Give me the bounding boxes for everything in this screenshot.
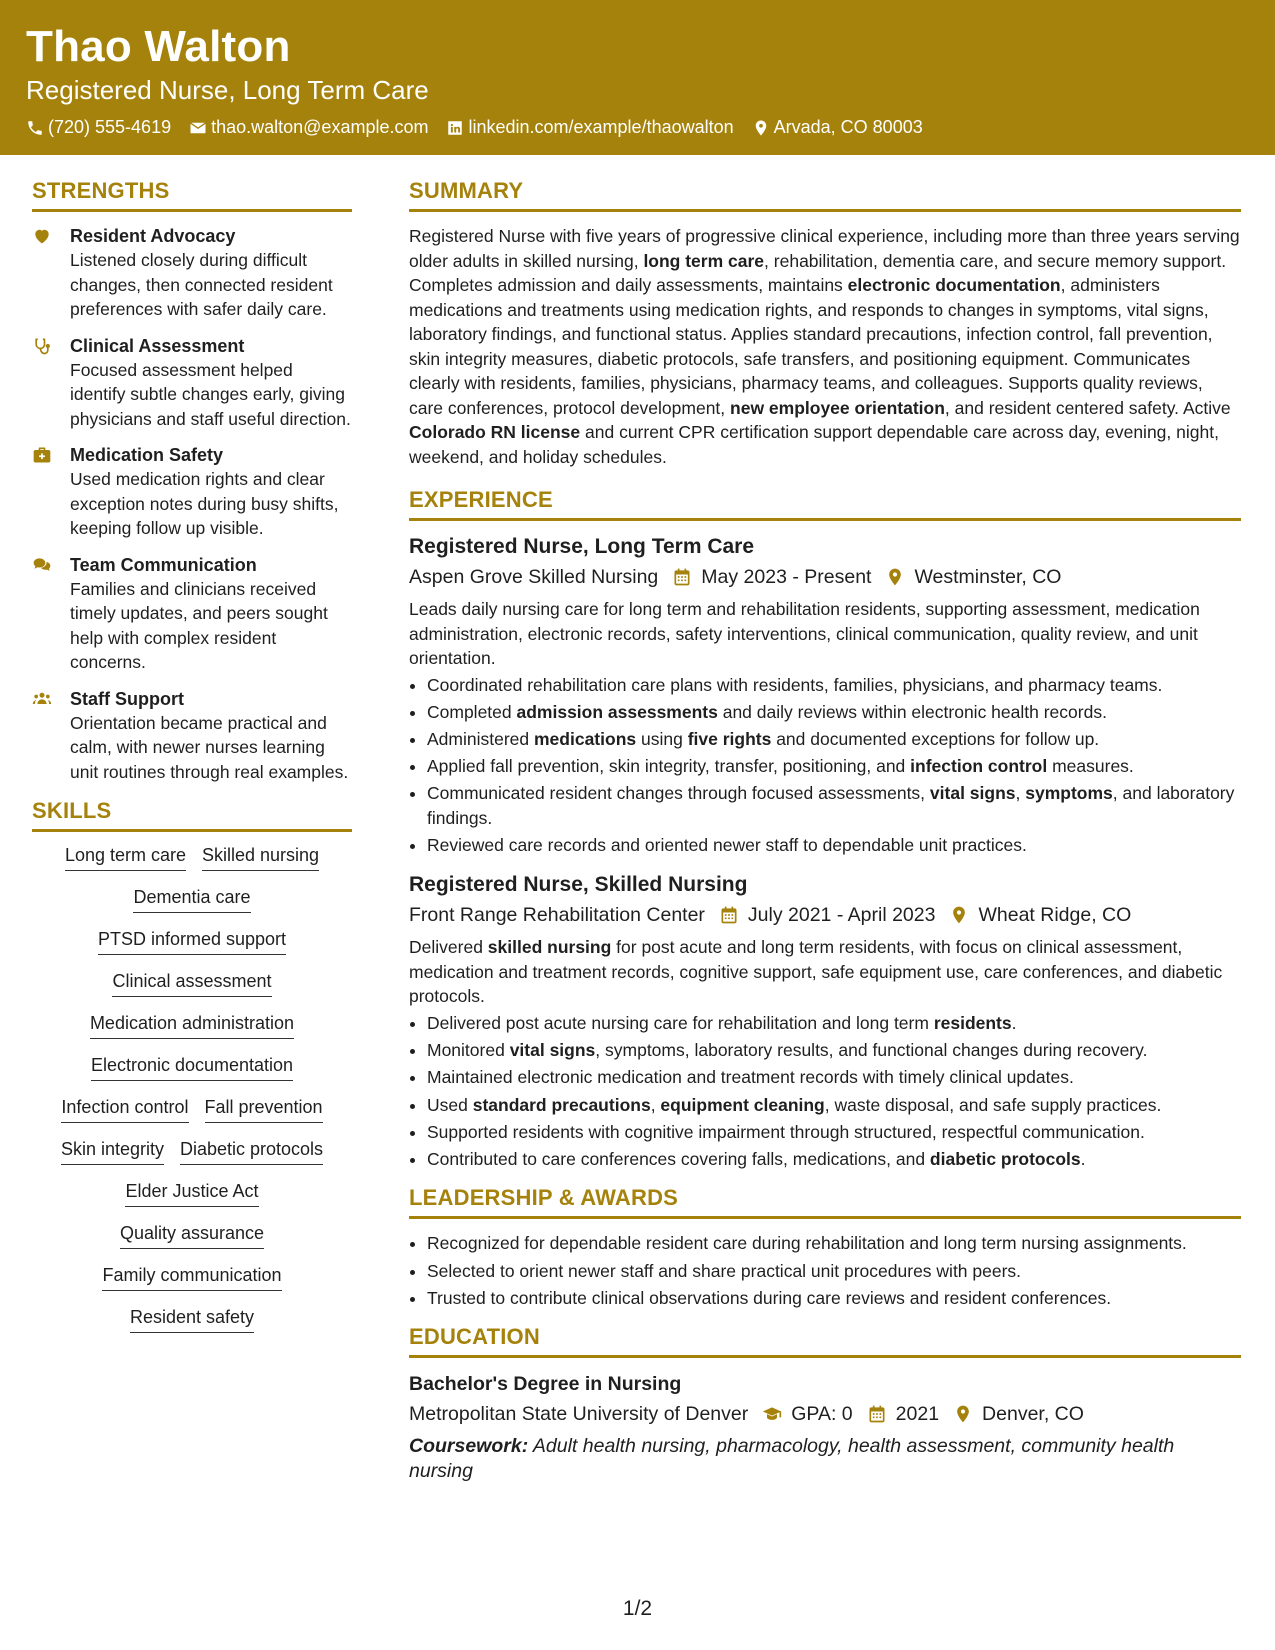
strength-item [32,553,352,675]
envelope-icon [189,119,207,137]
emphasis: skilled nursing [487,937,612,958]
users-icon [32,689,52,709]
graduation-cap-icon [762,1404,782,1424]
left-column [32,178,352,1348]
job-bullet: • Used standard precautions, equipment cleaning, waste disposal, and safe supply practices. [427,1093,1241,1118]
skill-tag: Skin integrity [61,1138,164,1165]
skill-tag: Quality assurance [120,1222,264,1249]
emphasis: infection control [910,756,1048,777]
skill-tag: Family communication [102,1264,281,1291]
medical-kit-icon [32,445,52,465]
leadership-list [409,1231,1241,1310]
map-pin-icon [885,567,905,587]
emphasis: symptoms [1025,783,1113,804]
right-column [409,178,1241,1484]
strength-description: Focused assessment helped identify subtle changes early, giving physicians and staff useful direction. [70,359,351,429]
skills-row [38,1012,346,1039]
skill-tag: PTSD informed support [98,928,286,955]
summary-heading: SUMMARY [409,178,1241,212]
contact-text: Arvada, CO 80003 [773,117,923,137]
job-bullets [409,1011,1241,1171]
comments-icon [32,555,52,575]
strength-title: Team Communication [70,554,257,575]
job-bullet: • Contributed to care conferences covering falls, medications, and diabetic protocols. [427,1147,1241,1172]
skills-heading: SKILLS [32,798,352,832]
contact-email[interactable] [189,117,428,138]
job-bullets [409,673,1241,858]
contact-phone[interactable] [26,117,171,138]
education-heading: EDUCATION [409,1324,1241,1358]
strength-item [32,687,352,785]
coursework [409,1434,1241,1484]
strength-description: Used medication rights and clear exception notes during busy shifts, keeping follow up visible. [70,469,339,538]
job-bullet: • Delivered post acute nursing care for rehabilitation and long term residents. [427,1011,1241,1036]
strength-item [32,443,352,541]
emphasis: equipment cleaning [660,1094,825,1115]
job-description: Delivered skilled nursing for post acute and long term residents, with focus on clinical assessment, medication and treatment records, cognitive support, safe equipment use, care conferences, and diabetic protocols. [409,937,1223,1007]
page-number: 1/2 [622,1597,653,1620]
skill-tag: Dementia care [133,886,250,913]
map-pin-icon [949,905,969,925]
job-title: Registered Nurse, Long Term Care [409,535,755,558]
education-meta [409,1400,1241,1428]
strength-description: Orientation became practical and calm, with newer nurses learning unit routines through real examples. [70,712,349,782]
calendar-icon [672,567,692,587]
skill-tag: Fall prevention [205,1096,323,1123]
job-bullet: • Completed admission assessments and daily reviews within electronic health records. [427,700,1241,725]
resume-header [0,0,1275,155]
strength-description: Listened closely during difficult changes, then connected resident preferences with safer daily care. [70,250,333,319]
emphasis: residents [933,1012,1012,1033]
leadership-heading: LEADERSHIP & AWARDS [409,1185,1241,1219]
skills-row [38,1264,346,1291]
job-bullet: • Maintained electronic medication and treatment records with timely clinical updates. [427,1065,1241,1090]
skill-tag: Infection control [61,1096,188,1123]
job-bullet: • Communicated resident changes through focused assessments, vital signs, symptoms, and laboratory findings. [427,781,1241,830]
contact-location [752,117,923,138]
emphasis: admission assessments [516,701,718,722]
skills-list [32,844,352,1333]
emphasis: diabetic protocols [929,1148,1081,1169]
coursework-label: Coursework: [409,1435,529,1458]
candidate-title: Registered Nurse, Long Term Care [26,75,429,105]
contact-linkedin[interactable] [446,117,733,138]
education-location: Denver, CO [982,1403,1084,1426]
emphasis: new employee orientation [730,397,945,418]
strength-item [32,224,352,322]
skills-row [38,928,346,955]
coursework-text: Adult health nursing, pharmacology, health assessment, community health nursing [409,1435,1175,1483]
leadership-item: • Selected to orient newer staff and share practical unit procedures with peers. [427,1259,1241,1284]
heart-icon [32,226,52,246]
contact-bar [26,117,941,138]
emphasis: electronic documentation [847,275,1061,295]
skills-row [38,1096,346,1123]
strength-title: Resident Advocacy [70,226,236,246]
skill-tag: Resident safety [130,1306,254,1333]
linkedin-icon [446,119,464,137]
map-pin-icon [953,1404,973,1424]
contact-text: linkedin.com/example/thaowalton [468,117,734,137]
experience-list [409,533,1241,1171]
job-bullet: • Reviewed care records and oriented newer staff to dependable unit practices. [427,833,1241,858]
skill-tag: Electronic documentation [91,1054,293,1081]
contact-text: (720) 555-4619 [48,117,172,137]
calendar-icon [867,1404,887,1424]
experience-heading: EXPERIENCE [409,487,1241,521]
contact-text: thao.walton@example.com [211,117,429,137]
degree: Bachelor's Degree in Nursing [409,1373,682,1396]
job-location: Wheat Ridge, CO [978,904,1132,927]
job-bullet: • Supported residents with cognitive impairment through structured, respectful communication. [427,1120,1241,1145]
leadership-item: • Recognized for dependable resident care during rehabilitation and long term nursing assignments. [427,1231,1241,1256]
job-dates: May 2023 - Present [701,566,872,588]
skill-tag: Long term care [65,844,186,871]
emphasis: medications [534,728,637,749]
summary-text: Registered Nurse with five years of progressive clinical experience, including more than three years serving older adults in skilled nursing, long term care, rehabilitation, dementia care, and secure memory support. Completes admission and daily assessments, maintains electronic documentation, administers medications and treatments using medication rights, and responds to changes in symptoms, vital signs, laboratory findings, and functional status. Applies standard precautions, infection control, fall prevention, skin integrity measures, diabetic protocols, safe transfers, and positioning equipment. Communicates clearly with residents, families, physicians, pharmacy teams, and colleagues. Supports quality reviews, care conferences, protocol development, new employee orientation, and resident centered safety. Active Colorado RN license and current CPR certification support dependable care across day, evening, night, weekend, and holiday schedules. [409,226,1240,467]
job-bullet: • Applied fall prevention, skin integrity, transfer, positioning, and infection control measures. [427,754,1241,779]
skill-tag: Skilled nursing [202,844,319,871]
emphasis: vital signs [929,783,1016,804]
job-dates: July 2021 - April 2023 [747,904,936,927]
strength-description: Families and clinicians received timely updates, and peers sought help with complex resident concerns. [70,578,328,672]
calendar-icon [719,905,739,925]
job-entry [409,871,1241,1171]
employer: Front Range Rehabilitation Center [409,904,705,927]
strength-title: Staff Support [70,688,184,709]
emphasis: Colorado RN license [409,422,581,442]
job-bullet: • Monitored vital signs, symptoms, laboratory results, and functional changes during recovery. [427,1038,1241,1063]
map-pin-icon [752,119,770,137]
job-bullet: • Administered medications using five rights and documented exceptions for follow up. [427,727,1241,752]
skills-row [38,844,346,871]
job-location: Westminster, CO [914,566,1062,588]
candidate-name: Thao Walton [26,22,291,71]
employer: Aspen Grove Skilled Nursing [409,566,659,588]
job-description: Leads daily nursing care for long term and rehabilitation residents, supporting assessment, medication administration, electronic records, safety interventions, clinical communication, quality review, and unit orientation. [409,599,1200,668]
skill-tag: Clinical assessment [112,970,271,997]
job-meta [409,563,1241,591]
phone-icon [26,119,44,137]
emphasis: vital signs [509,1040,596,1061]
skills-row [38,1054,346,1081]
skills-row [38,970,346,997]
strength-title: Medication Safety [70,445,224,465]
school-name: Metropolitan State University of Denver [409,1403,749,1426]
strength-title: Clinical Assessment [70,335,245,356]
strengths-heading: STRENGTHS [32,178,352,212]
graduation-year: 2021 [895,1403,940,1426]
gpa: GPA: 0 [791,1403,853,1426]
skills-row [38,1306,346,1333]
job-meta [409,901,1241,929]
stethoscope-icon [32,336,52,356]
job-entry [409,533,1241,857]
skill-tag: Diabetic protocols [180,1138,323,1165]
emphasis: standard precautions [472,1094,651,1115]
emphasis: five rights [687,728,772,749]
skills-row [38,886,346,913]
skills-row [38,1222,346,1249]
skills-row [38,1138,346,1165]
strength-item [32,334,352,432]
leadership-item: • Trusted to contribute clinical observations during care reviews and resident conferences. [427,1286,1241,1311]
skills-row [38,1180,346,1207]
skill-tag: Medication administration [90,1012,294,1039]
skill-tag: Elder Justice Act [125,1180,258,1207]
emphasis: long term care [643,250,765,271]
job-title: Registered Nurse, Skilled Nursing [409,873,748,897]
job-bullet: • Coordinated rehabilitation care plans with residents, families, physicians, and pharmacy teams. [427,673,1241,698]
